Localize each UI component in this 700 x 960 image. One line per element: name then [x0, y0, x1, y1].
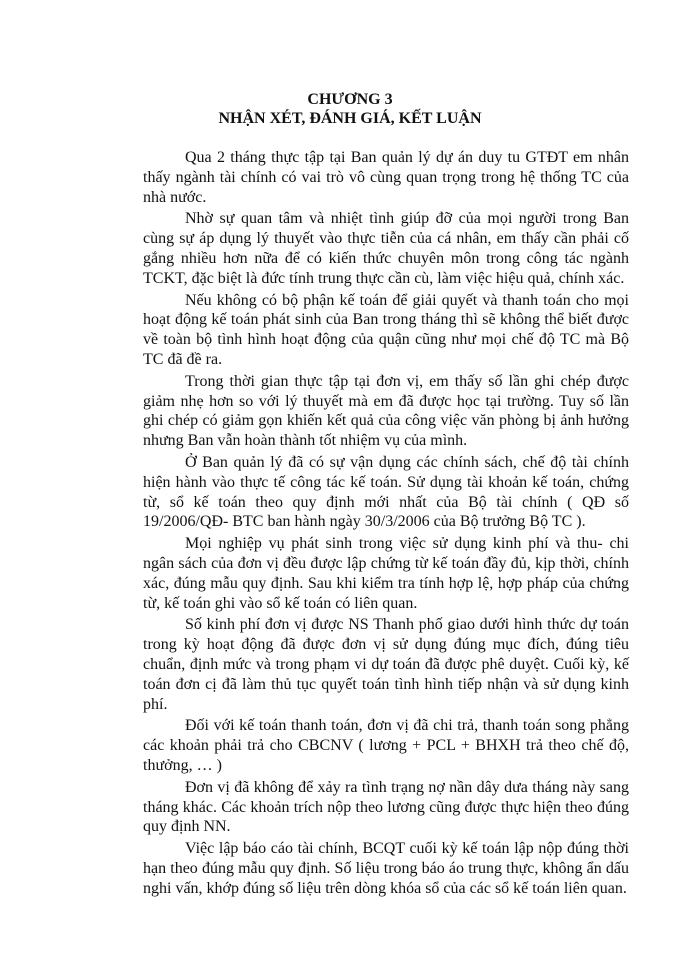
paragraph: Ở Ban quản lý đã có sự vận dụng các chính sách, chế độ tài chính hiện hành vào thực tế công tác kế toán. Sử dụng tài khoản kế toán, chứng từ, sổ kế toán theo quy định mới nhất của Bộ tài chính ( QĐ số 19/2006/QĐ- BTC ban hành ngày 30/3/2006 của Bộ trưởng Bộ TC ).: [143, 453, 629, 531]
chapter-number: CHƯƠNG 3: [307, 91, 393, 108]
paragraph: Số kinh phí đơn vị được NS Thanh phố giao dưới hình thức dự toán trong kỳ hoạt động đã được đơn vị sử dụng đúng mục đích, đúng tiêu chuẩn, định mức và trong phạm vi dự toán đã được phê duyệt. Cuối kỳ, kế toán đơn cị đã làm thủ tục quyết toán tình hình tiếp nhận và sử dụng kinh phí.: [143, 616, 629, 713]
paragraph: Nếu không có bộ phận kế toán để giải quyết và thanh toán cho mọi hoạt động kế toán phát sinh của Ban trong tháng thì sẽ không thể biết được về toàn bộ tình hình hoạt động của quận cũng như mọi chế độ TC mà Bộ TC đã đề ra.: [143, 291, 629, 368]
chapter-title: NHẬN XÉT, ĐÁNH GIÁ, KẾT LUẬN: [218, 110, 482, 127]
paragraph: Đối với kế toán thanh toán, đơn vị đã chi trả, thanh toán song phẳng các khoản phải trả cho CBCNV ( lương + PCL + BHXH trả theo chế độ, thưởng, … ): [143, 717, 629, 774]
paragraph: Trong thời gian thực tập tại đơn vị, em thấy số lần ghi chép được giảm nhẹ hơn so với lý thuyết mà em đã được học tại trường. Tuy số lần ghi chép có giảm gọn khiến kết quả của công việc văn phòng bị ảnh hưởng nhưng Ban vẫn hoàn thành tốt nhiệm vụ của mình.: [143, 372, 629, 450]
paragraph: Qua 2 tháng thực tập tại Ban quản lý dự án duy tu GTĐT em nhân thấy ngành tài chính có vai trò vô cùng quan trọng trong hệ thống TC của nhà nước.: [143, 149, 629, 206]
paragraph: Việc lập báo cáo tài chính, BCQT cuối kỳ kế toán lập nộp đúng thời hạn theo đúng mẫu quy định. Số liệu trong báo áo trung thực, không ẩn dấu nghi vấn, khớp đúng số liệu trên dòng khóa sổ của các sổ kế toán liên quan.: [143, 840, 629, 897]
chapter-body: [143, 148, 629, 900]
paragraph: Nhờ sự quan tâm và nhiệt tình giúp đỡ của mọi người trong Ban cùng sự áp dụng lý thuyết vào thực tiễn của cá nhân, em thấy cần phải cố gắng nhiều hơn nữa để có kiến thức chuyên môn trong công tác ngành TCKT, đặc biệt là đức tính trung thực cần cù, làm việc hiệu quả, chính xác.: [143, 210, 629, 287]
paragraph: Đơn vị đã không để xảy ra tình trạng nợ nần dây dưa tháng này sang tháng khác. Các khoản trích nộp theo lương cũng được thực hiện theo đúng quy định NN.: [143, 778, 629, 836]
paragraph: Mọi nghiệp vụ phát sinh trong việc sử dụng kinh phí và thu- chi ngân sách của đơn vị đều được lập chứng từ kế toán đầy đủ, kịp thời, chính xác, đúng mẫu quy định. Sau khi kiểm tra tính hợp lệ, hợp pháp của chứng từ, kế toán ghi vào sổ kế toán có liên quan.: [143, 535, 629, 612]
